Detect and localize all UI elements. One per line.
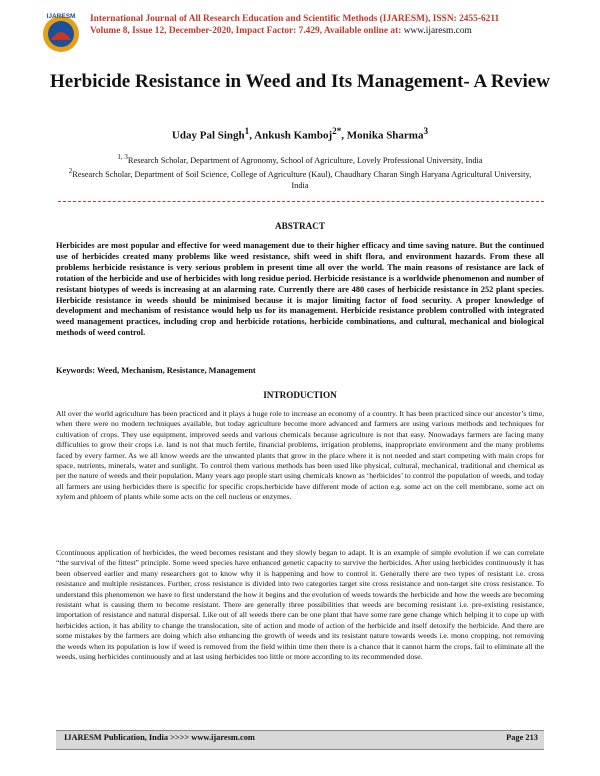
page-number: Page 213 <box>506 733 538 742</box>
affiliation-line <box>60 166 540 191</box>
author-list: Uday Pal Singh$^1$, Ankush Kamboj$^{2*}$, Monika Sharma$^3$ <box>171 126 429 142</box>
author-sup: 2* <box>332 126 342 136</box>
affiliations <box>60 152 540 191</box>
journal-volume-info: Volume 8, Issue 12, December-2020, Impact Factor: 7.429, Available online at: <box>90 26 404 36</box>
journal-header-line2 <box>90 26 580 36</box>
author-name: Uday Pal Singh <box>171 129 245 142</box>
author-name: Monika Sharma <box>346 129 424 142</box>
footer-publisher: IJARESM Publication, India >>>> www.ijaresm.com <box>64 733 255 742</box>
keywords: Keywords: Weed, Mechanism, Resistance, Management <box>56 366 256 375</box>
journal-logo <box>38 10 84 54</box>
journal-header-line1: International Journal of All Research Education and Scientific Methods (IJARESM), ISSN: 2455-6211 <box>90 14 500 24</box>
abstract-body: Herbicides are most popular and effective for weed management due to their higher efficacy and time saving nature. But the continued use of herbicides created many problems like weed resistance, shift weed in shift flora, and environment hazards. From these all problems herbicide resistance is very serious problem in present time all over the world. The main reasons of resistance are lack of rotation of the herbicide and use of herbicides with long residue period. Herbicide resistance is a worldwide phenomenon and number of resistant biotypes of weeds is increasing at an alarming rate. Currently there are 480 cases of herbicide resistance in 252 plant species. Herbicide resistance in weeds should be minimised because it is major limiting factor of food security. A proper knowledge of development and mechanism of resistance would help us for its management. Herbicide resistance problem controlled with integrated weed management practices, including crop and herbicide rotations, herbicide combinations, and cultural, mechanical and biological methods of weed control. <box>56 241 544 338</box>
author-name: Ankush Kamboj <box>254 129 333 142</box>
affiliation-text: Research Scholar, Department of Soil Science, College of Agriculture (Kaul), Chaudhary Charan Singh Haryana Agricultural University, India <box>72 170 532 190</box>
affiliation-text: Research Scholar, Department of Agronomy, School of Agriculture, Lovely Professional University, India <box>127 155 483 165</box>
section-divider <box>58 201 544 202</box>
author-sup: 3 <box>423 126 429 136</box>
logo-text: IJARESM <box>46 13 76 20</box>
abstract-heading: ABSTRACT <box>274 221 326 231</box>
author-sup: 1 <box>244 126 250 136</box>
affiliation-sup: 2 <box>68 167 73 176</box>
journal-url-link[interactable]: www.ijaresm.com <box>403 26 472 36</box>
body-paragraph: All over the world agriculture has been practiced and it plays a huge role to increase an economy of a country. It has been practiced since our ancestor’s time, when there were no modern techniques available, but today agriculture become more advanced and farmers are using various methods and techniques for cultivation of crops. They use equipment, improved seeds and various chemicals because agriculture is not that easy. Nnowadays farmers are facing many difficulties to grow their crops i.e. land is not that much fertile, financial problems, irrigation problems, inappropriate environment and the many problems faced by every farmer. As we all know weeds are the unwanted plants that grow in the place where it is not needed and start competing with main crops for space, nutrients, minerals, water and sunlight. To control them various methods has been used like physical, cultural, mechanical, traditional and chemical as per the nature of weeds and their population. Many years ago people start using chemicals known as ‘herbicides’ to control the population of weeds, and today all farmers are using herbicides there is specific for specific crops.herbicide have different mode of action e.g. some act on the cell membrane, some act on xylem and phloem of plants while some acts on the cell nucleus or enzymes. <box>56 409 544 502</box>
introduction-heading: INTRODUCTION <box>263 390 337 400</box>
body-paragraph: Ccontinuous application of herbicides, the weed becomes resistant and they slowly began to adapt. It is an example of simple evolution if we can correlate “the survival of the fittest” principle. Some weed species have enhanced genetic capacity to survive the herbicides. After using herbicides continuously it has been observed earlier and many researchers got to know why it is happening and how to control it. Generally there are two types of resistant i.e. cross resistance and multiple resistances. Further, cross resistance is divided into two categories target site cross resistance and non-target site cross resistance. To understand this phenomenon we have to first understand the how it begins and the evolution of weeds towards the herbicide and how the weeds are becoming resistant what is causing them to become resistant. There are generally three possibilities that weeds are becoming resistant i.e. pre-existing resistance, importation of resistance and natural dispersal. Like out of all weeds there can be one plant that have some rare gene change which helping it to cope up with herbicides action, it has ability to change the translocation, site of action and mode of action of the herbicide and itself detoxify the herbicide. And there are some mistakes by the farmers are doing which also enhancing the growth of weeds and its resistant nature towards weeds i.e. mono cropping, not removing the weeds when its population is low if weed is removed from the field within time then there is a chance that it cannot harm the crops, fail to eliminate all the weeds, using herbicides continuously and at last using herbicides too little or more according to its recommended dose. <box>56 548 544 662</box>
affiliation-line <box>60 152 540 166</box>
paper-title: Herbicide Resistance in Weed and Its Management- A Review <box>50 71 550 92</box>
affiliation-sup: 1, 3 <box>117 153 128 161</box>
